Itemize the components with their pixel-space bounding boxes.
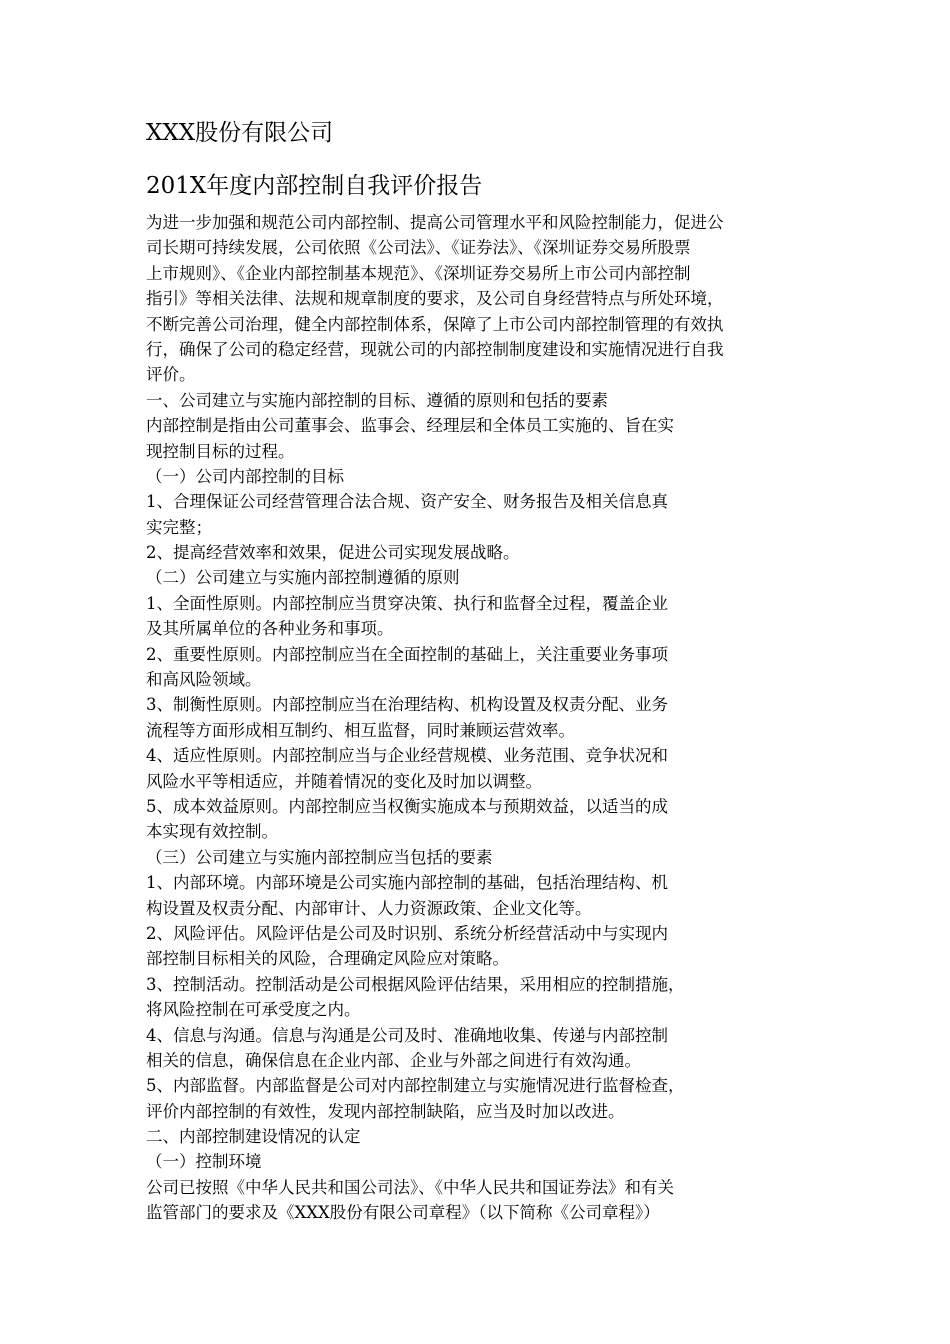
text-line: 相关的信息，确保信息在企业内部、企业与外部之间进行有效沟通。	[146, 1050, 641, 1070]
subsection-heading: （一）控制环境	[146, 1152, 262, 1172]
text-line: 风险水平等相适应，并随着情况的变化及时加以调整。	[146, 771, 542, 791]
text-line: 及其所属单位的各种业务和事项。	[146, 619, 394, 639]
text-line: 4、适应性原则。内部控制应当与企业经营规模、业务范围、竞争状况和	[146, 746, 668, 766]
report-title: 201X年度内部控制自我评价报告	[146, 173, 483, 199]
report-body	[146, 210, 826, 1226]
text-line: 2、风险评估。风险评估是公司及时识别、系统分析经营活动中与实现内	[146, 923, 668, 943]
text-line: 2、提高经营效率和效果，促进公司实现发展战略。	[146, 543, 520, 563]
subsection-heading: （一）公司内部控制的目标	[146, 466, 344, 486]
subsection-heading: （二）公司建立与实施内部控制遵循的原则	[146, 568, 460, 588]
text-line: 评价。	[146, 365, 196, 385]
text-line: 和高风险领域。	[146, 670, 262, 690]
text-line: 5、内部监督。内部监督是公司对内部控制建立与实施情况进行监督检查，	[146, 1076, 685, 1096]
text-line: 行，确保了公司的稳定经营，现就公司的内部控制制度建设和实施情况进行自我	[146, 339, 724, 359]
text-line: 3、控制活动。控制活动是公司根据风险评估结果，采用相应的控制措施，	[146, 974, 685, 994]
text-line: 4、信息与沟通。信息与沟通是公司及时、准确地收集、传递与内部控制	[146, 1025, 668, 1045]
text-line: 公司已按照《中华人民共和国公司法》、《中华人民共和国证券法》和有关	[146, 1177, 674, 1197]
text-line: 现控制目标的过程。	[146, 441, 295, 461]
section-heading: 一、公司建立与实施内部控制的目标、遵循的原则和包括的要素	[146, 390, 608, 410]
text-line: 2、重要性原则。内部控制应当在全面控制的基础上，关注重要业务事项	[146, 644, 668, 664]
text-line: 3、制衡性原则。内部控制应当在治理结构、机构设置及权责分配、业务	[146, 695, 668, 715]
company-title: XXX股份有限公司	[146, 120, 334, 146]
text-line: 不断完善公司治理，健全内部控制体系，保障了上市公司内部控制管理的有效执	[146, 314, 724, 334]
text-line: 本实现有效控制。	[146, 822, 278, 842]
text-line: 1、合理保证公司经营管理合法合规、资产安全、财务报告及相关信息真	[146, 492, 668, 512]
text-line: 司长期可持续发展，公司依照《公司法》、《证券法》、《深圳证券交易所股票	[146, 238, 691, 258]
text-line: 为进一步加强和规范公司内部控制、提高公司管理水平和风险控制能力，促进公	[146, 213, 724, 232]
text-line: 5、成本效益原则。内部控制应当权衡实施成本与预期效益，以适当的成	[146, 796, 668, 816]
text-line: 内部控制是指由公司董事会、监事会、经理层和全体员工实施的、旨在实	[146, 416, 674, 436]
text-line: 构设置及权责分配、内部审计、人力资源政策、企业文化等。	[146, 898, 592, 918]
text-line: 流程等方面形成相互制约、相互监督，同时兼顾运营效率。	[146, 720, 575, 740]
text-line: 实完整；	[146, 517, 212, 537]
text-line: 上市规则》、《企业内部控制基本规范》、《深圳证券交易所上市公司内部控制	[146, 263, 691, 283]
text-line: 1、全面性原则。内部控制应当贯穿决策、执行和监督全过程，覆盖企业	[146, 593, 668, 613]
section-heading: 二、内部控制建设情况的认定	[146, 1127, 361, 1147]
text-line: 评价内部控制的有效性，发现内部控制缺陷，应当及时加以改进。	[146, 1101, 625, 1121]
text-line: 部控制目标相关的风险，合理确定风险应对策略。	[146, 949, 509, 969]
text-line: 1、内部环境。内部环境是公司实施内部控制的基础，包括治理结构、机	[146, 873, 668, 893]
subsection-heading: （三）公司建立与实施内部控制应当包括的要素	[146, 847, 493, 867]
text-line: 指引》等相关法律、法规和规章制度的要求，及公司自身经营特点与所处环境，	[146, 289, 724, 309]
text-line: 将风险控制在可承受度之内。	[146, 1000, 361, 1020]
text-line: 监管部门的要求及《XXX股份有限公司章程》（以下简称《公司章程》）	[146, 1203, 660, 1223]
